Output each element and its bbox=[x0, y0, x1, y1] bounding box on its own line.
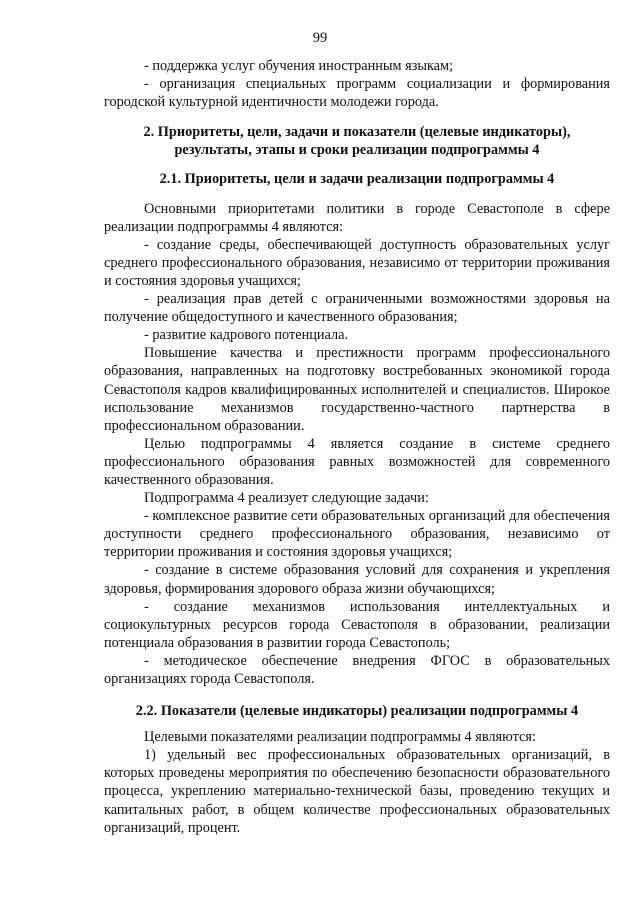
subsection-heading: 2.1. Приоритеты, цели и задачи реализации подпрограммы 4 bbox=[159, 171, 555, 188]
page-number: 99 bbox=[312, 30, 328, 46]
paragraph: - создание механизмов использования интеллектуальных и социокультурных ресурсов города Севастополя в образовании, реализации потенциала образования в развитии города Севастополь; bbox=[104, 598, 610, 651]
paragraph: - создание в системе образования условий для сохранения и укрепления здоровья, формирования здорового образа жизни обучающихся; bbox=[104, 562, 610, 597]
subsection-heading: 2.2. Показатели (целевые индикаторы) реализации подпрограммы 4 bbox=[135, 703, 579, 720]
paragraph: - развитие кадрового потенциала. bbox=[144, 327, 349, 344]
paragraph: - организация специальных программ социализации и формирования городской культурной идентичности молодежи города. bbox=[104, 76, 610, 111]
paragraph: - поддержка услуг обучения иностранным языкам; bbox=[144, 58, 454, 74]
document-body bbox=[104, 57, 610, 837]
paragraph: - создание среды, обеспечивающей доступность образовательных услуг среднего профессионального образования, независимо от территории проживания и состояния здоровья учащихся; bbox=[104, 236, 610, 289]
paragraph: 1) удельный вес профессиональных образовательных организаций, в которых проведены мероприятия по обеспечению безопасности образовательного процесса, укреплению материально-технической базы, проведению текущих и капитальных работ, в общем количестве профессиональных образовательных организаций, процент. bbox=[104, 747, 610, 836]
paragraph: Подпрограмма 4 реализует следующие задачи: bbox=[144, 490, 429, 507]
paragraph: Целевыми показателями реализации подпрограммы 4 являются: bbox=[144, 729, 536, 746]
paragraph: - реализация прав детей с ограниченными возможностями здоровья на получение общедоступного и качественного образования; bbox=[104, 291, 610, 326]
paragraph: - методическое обеспечение внедрения ФГОС в образовательных организациях города Севастополя. bbox=[104, 652, 610, 687]
paragraph: - комплексное развитие сети образовательных организаций для обеспечения доступности среднего профессионального образования, независимо от территории проживания и состояния здоровья учащихся; bbox=[104, 508, 610, 561]
section-heading: 2. Приоритеты, цели, задачи и показатели (целевые индикаторы), результаты, этапы и сроки реализации подпрограммы 4 bbox=[143, 124, 571, 159]
paragraph: Основными приоритетами политики в городе Севастополе в сфере реализации подпрограммы 4 являются: bbox=[104, 200, 610, 235]
paragraph: Целью подпрограммы 4 является создание в системе среднего профессионального образования равных возможностей для современного качественного образования. bbox=[104, 435, 610, 488]
paragraph: Повышение качества и престижности программ профессионального образования, направленных на подготовку востребованных экономикой города Севастополя кадров квалифицированных исполнителей и специалистов. Широкое использование механизмов государственно-частного партнерства в профессиональном образовании. bbox=[104, 345, 610, 434]
